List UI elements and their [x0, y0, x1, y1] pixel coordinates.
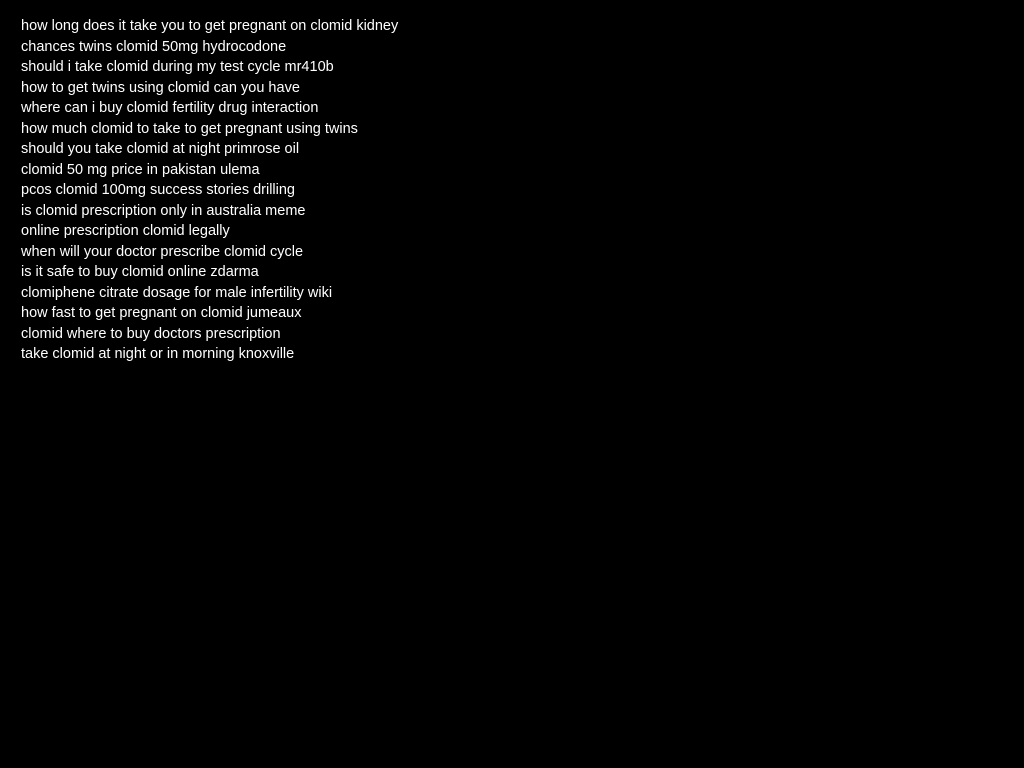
text-line: should you take clomid at night primrose oil: [21, 141, 300, 157]
text-line: should i take clomid during my test cycle mr410b: [21, 59, 334, 75]
text-line: how fast to get pregnant on clomid jumeaux: [21, 305, 302, 321]
text-line: online prescription clomid legally: [21, 223, 230, 239]
text-line: take clomid at night or in morning knoxville: [21, 346, 295, 362]
text-line: is clomid prescription only in australia meme: [21, 202, 306, 219]
text-line: how long does it take you to get pregnant on clomid kidney: [21, 18, 399, 34]
text-line: is it safe to buy clomid online zdarma: [21, 264, 259, 280]
text-line: how much clomid to take to get pregnant using twins: [21, 120, 358, 137]
text-line: where can i buy clomid fertility drug interaction: [21, 100, 319, 116]
text-line: clomid where to buy doctors prescription: [21, 325, 281, 342]
text-line: how to get twins using clomid can you have: [21, 79, 300, 96]
text-line: clomiphene citrate dosage for male infertility wiki: [21, 284, 333, 301]
text-line: pcos clomid 100mg success stories drilling: [21, 182, 295, 198]
text-list: [21, 16, 398, 365]
text-line: clomid 50 mg price in pakistan ulema: [21, 161, 260, 178]
text-line: chances twins clomid 50mg hydrocodone: [21, 38, 287, 55]
text-line: when will your doctor prescribe clomid cycle: [21, 243, 304, 260]
